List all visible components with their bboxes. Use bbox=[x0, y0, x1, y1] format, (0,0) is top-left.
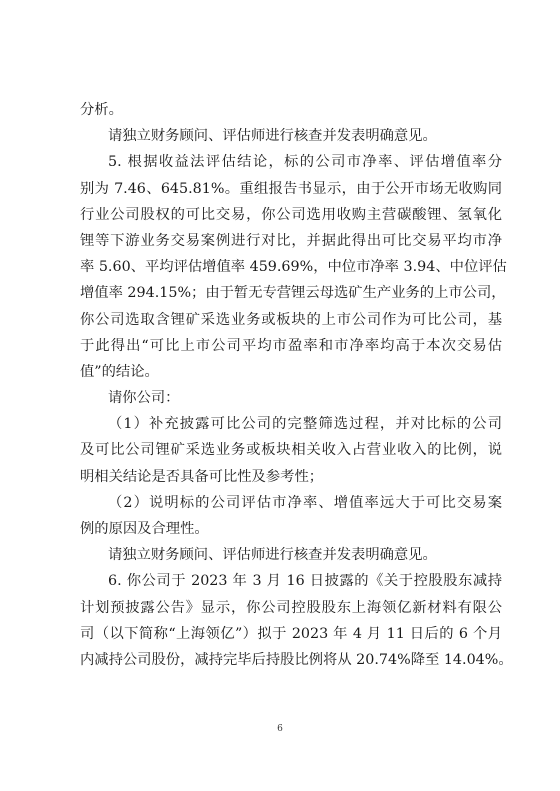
paragraph-line: 率 5.60、平均评估增值率 459.69%，中位市净率 3.94、中位评估 bbox=[80, 259, 507, 276]
paragraph-line: 司（以下简称“上海领亿”）拟于 2023 年 4 月 11 日后的 6 个月 bbox=[80, 625, 502, 642]
paragraph-line: 你公司选取含锂矿采选业务或板块的上市公司作为可比公司，基 bbox=[80, 311, 502, 328]
paragraph-line: 增值率 294.15%；由于暂无专营锂云母选矿生产业务的上市公司， bbox=[80, 285, 506, 302]
page-number: 6 bbox=[277, 724, 283, 734]
paragraph-line: 请独立财务顾问、评估师进行核查并发表明确意见。 bbox=[108, 547, 437, 564]
paragraph-line: 别为 7.46、645.81%。重组报告书显示，由于公开市场无收购同 bbox=[80, 180, 502, 197]
paragraph-line: 例的原因及合理性。 bbox=[80, 521, 209, 537]
paragraph-line: 计划预披露公告》显示，你公司控股股东上海领亿新材料有限公 bbox=[80, 599, 502, 616]
paragraph-line: （2）说明标的公司评估市净率、增值率远大于可比交易案 bbox=[108, 494, 502, 511]
paragraph-line: 于此得出“可比上市公司平均市盈率和市净率均高于本次交易估 bbox=[80, 337, 502, 354]
paragraph-line: 分析。 bbox=[80, 102, 123, 118]
paragraph-line: 请独立财务顾问、评估师进行核查并发表明确意见。 bbox=[108, 128, 437, 145]
paragraph-line: 锂等下游业务交易案例进行对比，并据此得出可比交易平均市净 bbox=[80, 232, 502, 249]
paragraph-line: 6. 你公司于 2023 年 3 月 16 日披露的《关于控股股东减持 bbox=[108, 573, 502, 590]
paragraph-line: 5. 根据收益法评估结论，标的公司市净率、评估增值率分 bbox=[108, 154, 502, 171]
paragraph-line: 值”的结论。 bbox=[80, 363, 159, 380]
paragraph-line: 内减持公司股份，减持完毕后持股比例将从 20.74%降至 14.04%。 bbox=[80, 651, 513, 668]
paragraph-line: 及可比公司锂矿采选业务或板块相关收入占营业收入的比例，说 bbox=[80, 442, 502, 459]
paragraph-line: （1）补充披露可比公司的完整筛选过程，并对比标的公司 bbox=[108, 416, 502, 433]
paragraph-line: 请你公司： bbox=[108, 390, 180, 407]
paragraph-line: 行业公司股权的可比交易，你公司选用收购主营碳酸锂、氢氧化 bbox=[80, 206, 502, 223]
paragraph-line: 明相关结论是否具备可比性及参考性； bbox=[80, 468, 324, 485]
document-body bbox=[80, 97, 513, 673]
